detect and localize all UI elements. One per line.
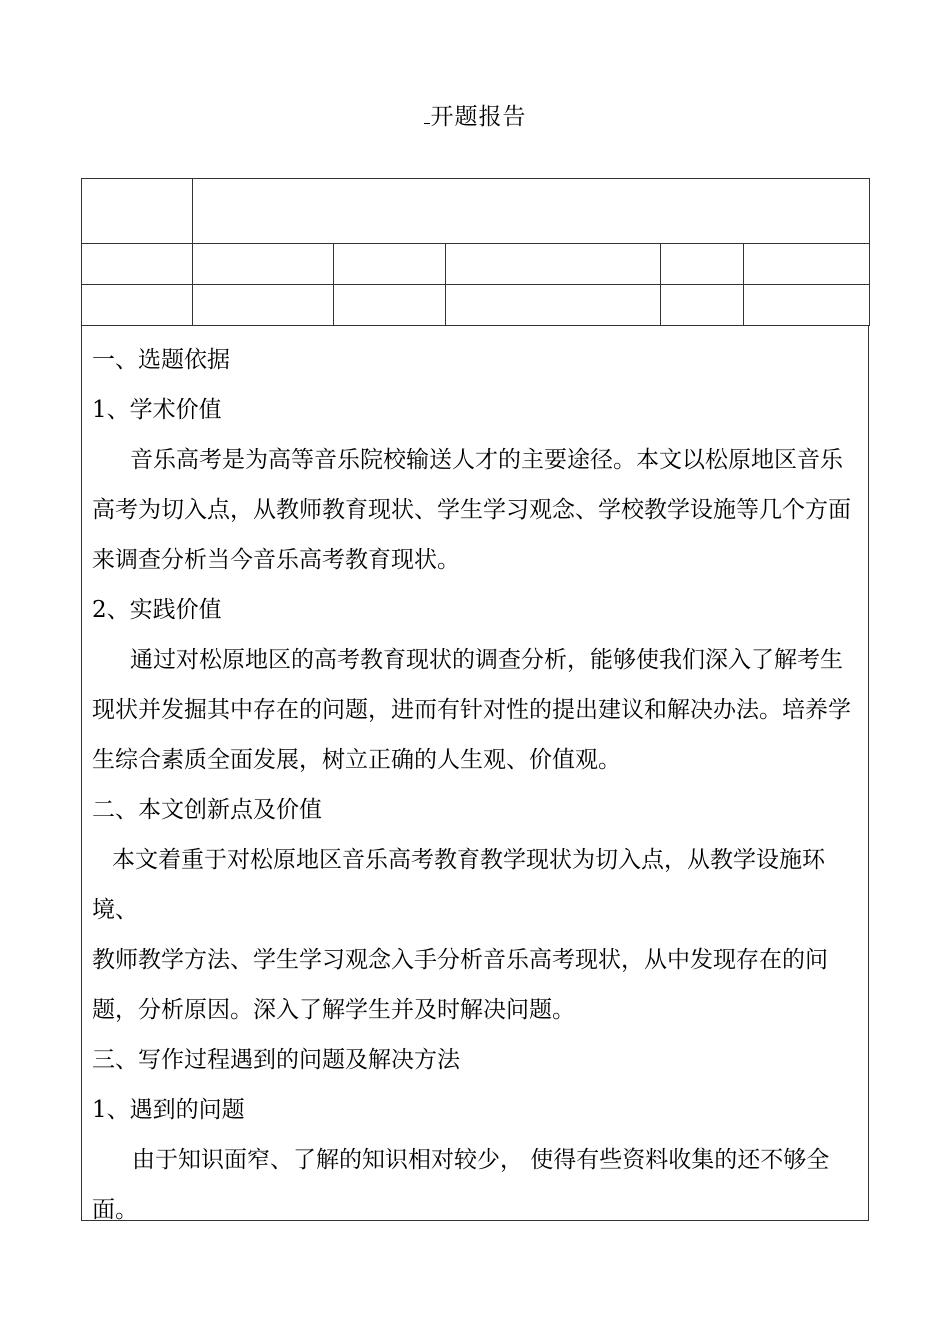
report-content-box [81, 325, 869, 1221]
section-heading-problems: 三、写作过程遇到的问题及解决方法 [92, 1047, 460, 1073]
info-row [82, 244, 870, 285]
section-heading-basis: 一、选题依据 [92, 347, 230, 373]
info-cell [446, 244, 661, 285]
info-cell [193, 244, 334, 285]
info-row-title [82, 179, 870, 244]
info-cell [334, 244, 446, 285]
title-underscore-mark [424, 103, 430, 124]
info-cell [661, 285, 744, 326]
info-row [82, 285, 870, 326]
paragraph-academic-value: 音乐高考是为高等音乐院校输送人才的主要途径。本文以松原地区音乐高考为切入点，从教师教育现状、学生学习观念、学校教学设施等几个方面来调查分析当今音乐高考教育现状。 [92, 447, 851, 573]
info-cell [744, 285, 870, 326]
paragraph-practical-value: 通过对松原地区的高考教育现状的调查分析，能够使我们深入了解考生现状并发掘其中存在的问题，进而有针对性的提出建议和解决办法。培养学生综合素质全面发展，树立正确的人生观、价值观。 [92, 647, 851, 773]
subheading-practical-value: 2、实践价值 [92, 597, 222, 623]
info-cell [744, 244, 870, 285]
info-table [81, 178, 870, 326]
info-cell-value [193, 179, 870, 244]
info-cell [661, 244, 744, 285]
subheading-encountered-problems: 1、遇到的问题 [92, 1097, 245, 1123]
subheading-academic-value: 1、学术价值 [92, 397, 222, 423]
info-cell-label [82, 179, 193, 244]
paragraph-innovation-part1: 本文着重于对松原地区音乐高考教育教学现状为切入点，从教学设施环境、 [92, 847, 825, 923]
info-cell [82, 244, 193, 285]
info-cell [82, 285, 193, 326]
info-cell [193, 285, 334, 326]
info-cell [334, 285, 446, 326]
paragraph-innovation-part2: 教师教学方法、学生学习观念入手分析音乐高考现状，从中发现存在的问题，分析原因。深入了解学生并及时解决问题。 [92, 947, 828, 1023]
info-cell [446, 285, 661, 326]
section-heading-innovation: 二、本文创新点及价值 [92, 797, 322, 823]
paragraph-encountered-problems: 由于知识面窄、了解的知识相对较少， 使得有些资料收集的还不够全面。 [92, 1147, 830, 1223]
title-text: 开题报告 [430, 104, 527, 130]
page-title [0, 98, 950, 131]
